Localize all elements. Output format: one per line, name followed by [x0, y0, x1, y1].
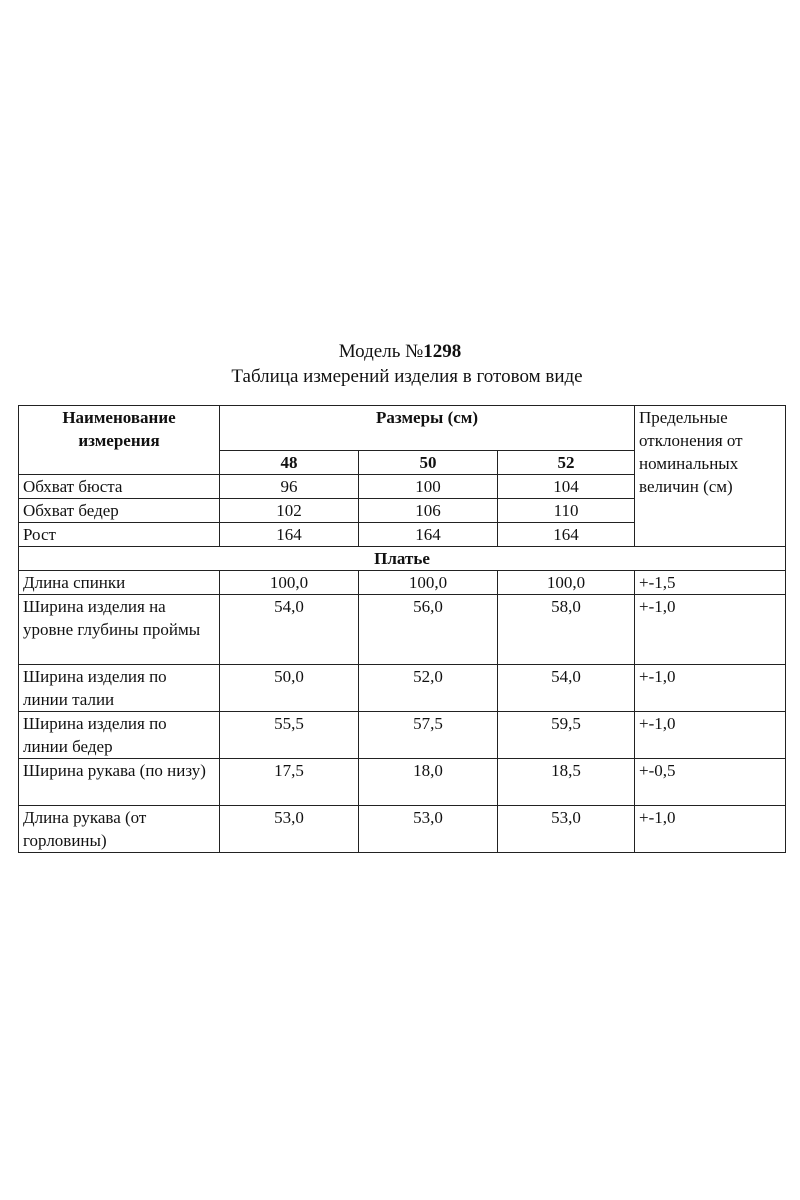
cell-value: 55,5 — [220, 712, 359, 759]
tolerance-value: +-1,0 — [635, 665, 786, 712]
header-row — [19, 406, 786, 451]
cell-value: 18,5 — [498, 759, 635, 806]
cell-value: 100 — [359, 475, 498, 499]
document-header — [0, 339, 800, 389]
table-row — [19, 759, 786, 806]
model-number: 1298 — [423, 341, 462, 362]
section-row — [19, 547, 786, 571]
tolerance-value: +-1,0 — [635, 806, 786, 853]
measurement-table — [18, 405, 786, 853]
cell-value: 53,0 — [359, 806, 498, 853]
cell-value: 164 — [220, 523, 359, 547]
table-subtitle: Таблица измерений изделия в готовом виде — [231, 366, 583, 387]
row-label: Длина рукава (от горловины) — [19, 806, 220, 853]
cell-value: 54,0 — [498, 665, 635, 712]
table-row — [19, 712, 786, 759]
cell-value: 59,5 — [498, 712, 635, 759]
cell-value: 110 — [498, 499, 635, 523]
cell-value: 17,5 — [220, 759, 359, 806]
measurement-name-header: Наименование измерения — [19, 406, 220, 475]
row-label: Ширина изделия на уровне глубины проймы — [19, 595, 220, 665]
cell-value: 96 — [220, 475, 359, 499]
cell-value: 53,0 — [220, 806, 359, 853]
tolerance-header: Предельные отклонения от номинальных величин (см) — [635, 406, 786, 547]
cell-value: 57,5 — [359, 712, 498, 759]
table-row — [19, 665, 786, 712]
cell-value: 102 — [220, 499, 359, 523]
cell-value: 50,0 — [220, 665, 359, 712]
size-header: 48 — [220, 451, 359, 475]
cell-value: 106 — [359, 499, 498, 523]
section-label: Платье — [19, 547, 786, 571]
cell-value: 18,0 — [359, 759, 498, 806]
tolerance-value: +-1,5 — [635, 571, 786, 595]
tolerance-value: +-1,0 — [635, 712, 786, 759]
row-label: Обхват бюста — [19, 475, 220, 499]
row-label: Длина спинки — [19, 571, 220, 595]
row-label: Ширина рукава (по низу) — [19, 759, 220, 806]
cell-value: 104 — [498, 475, 635, 499]
cell-value: 54,0 — [220, 595, 359, 665]
cell-value: 164 — [498, 523, 635, 547]
model-title — [0, 339, 800, 365]
row-label: Ширина изделия по линии талии — [19, 665, 220, 712]
tolerance-value: +-0,5 — [635, 759, 786, 806]
table-row — [19, 595, 786, 665]
cell-value: 164 — [359, 523, 498, 547]
sizes-header: Размеры (см) — [220, 406, 635, 451]
model-title-prefix: Модель № — [338, 341, 424, 362]
cell-value: 100,0 — [220, 571, 359, 595]
size-header: 52 — [498, 451, 635, 475]
cell-value: 100,0 — [498, 571, 635, 595]
cell-value: 56,0 — [359, 595, 498, 665]
cell-value: 100,0 — [359, 571, 498, 595]
tolerance-value: +-1,0 — [635, 595, 786, 665]
size-header: 50 — [359, 451, 498, 475]
table-row — [19, 571, 786, 595]
cell-value: 52,0 — [359, 665, 498, 712]
row-label: Рост — [19, 523, 220, 547]
cell-value: 58,0 — [498, 595, 635, 665]
row-label: Обхват бедер — [19, 499, 220, 523]
cell-value: 53,0 — [498, 806, 635, 853]
table-row — [19, 806, 786, 853]
row-label: Ширина изделия по линии бедер — [19, 712, 220, 759]
